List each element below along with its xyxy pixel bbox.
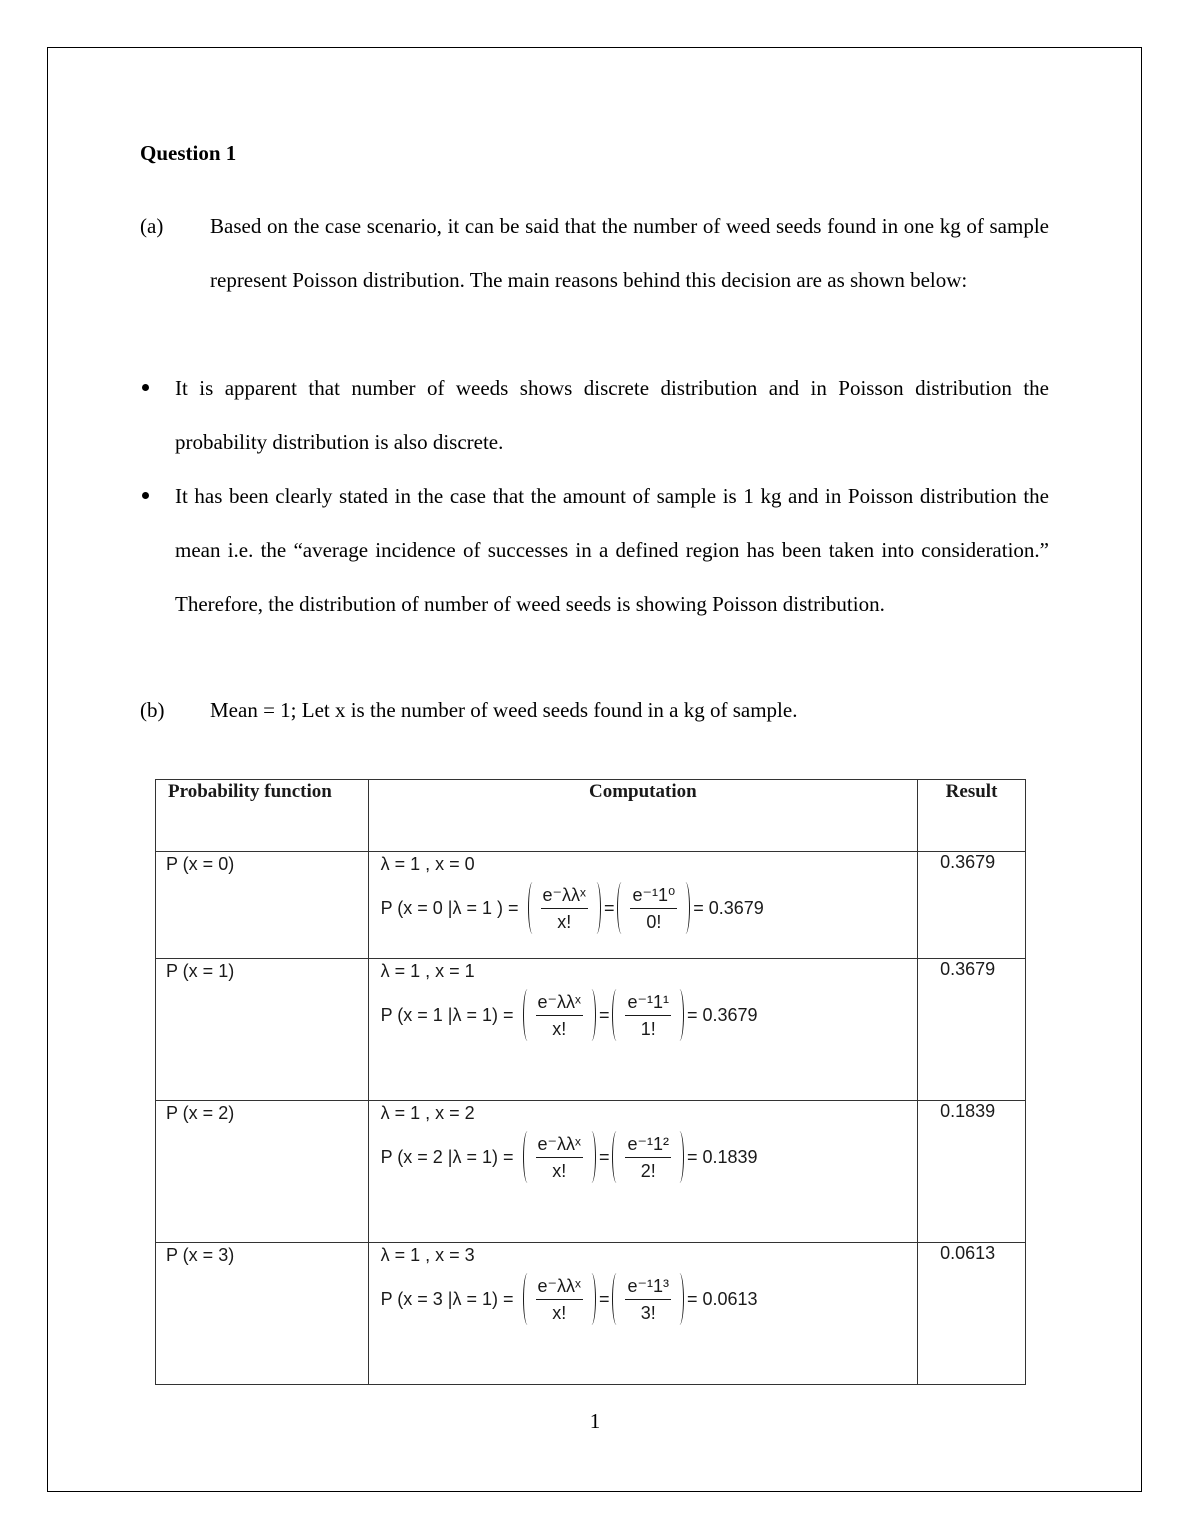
result-cell: 0.1839 [918,1101,1026,1243]
condition-text: λ = 1 , x = 3 [380,1245,475,1265]
substituted-numerator: e⁻¹1³ [627,1276,669,1296]
substituted-numerator: e⁻¹1¹ [627,992,669,1012]
condition-text: λ = 1 , x = 0 [380,854,475,874]
part-a-label: (a) [140,214,164,238]
table-row [156,852,1026,959]
substituted-denominator: 2! [640,1161,656,1181]
prob-value: P (x = 0) [166,854,235,874]
equation-line [381,1275,905,1323]
part-a-paragraph [140,199,1049,307]
prob-cell [156,959,369,1101]
equation-lhs: P (x = 3 |λ = 1) = [380,1288,514,1309]
substituted-fraction [617,884,690,932]
bullet-icon [142,384,149,391]
substituted-denominator: 0! [646,912,662,932]
general-numerator: e⁻λλˣ [542,885,586,905]
equation-line [381,1133,905,1181]
prob-cell [156,1243,369,1385]
bullet-text: It has been clearly stated in the case that the amount of sample is 1 kg and in Poisson distribution the mean i.e. the “average incidence of successes in a defined region has been taken into consideration.” Therefore, the distribution of number of weed seeds is showing Poisson distribution. [175,484,1049,616]
substituted-denominator: 3! [640,1303,656,1323]
bullet-text: It is apparent that number of weeds shows discrete distribution and in Poisson distribution the probability distribution is also discrete. [175,376,1049,454]
table-row [156,959,1026,1101]
result-cell: 0.3679 [918,959,1026,1101]
prob-value: P (x = 2) [166,1103,235,1123]
substituted-numerator: e⁻¹1⁰ [632,885,676,905]
substituted-denominator: 1! [640,1019,656,1039]
bullet-icon [142,492,149,499]
result-cell: 0.3679 [918,852,1026,959]
equation-result: = 0.3679 [693,897,764,918]
substituted-fraction [612,1133,684,1181]
general-denominator: x! [557,912,572,932]
equals-sign: = [598,1004,610,1025]
table-row [156,1101,1026,1243]
header-result: Result [918,780,1026,852]
equation-result: = 0.0613 [686,1288,758,1309]
general-numerator: e⁻λλˣ [537,1134,581,1154]
general-numerator: e⁻λλˣ [537,992,581,1012]
page-number: 1 [589,1409,601,1433]
prob-value: P (x = 3) [166,1245,235,1265]
condition-text: λ = 1 , x = 1 [380,961,475,981]
condition-text: λ = 1 , x = 2 [380,1103,475,1123]
equation-line [381,991,905,1039]
substituted-fraction [612,991,684,1039]
prob-cell [156,1101,369,1243]
result-cell: 0.0613 [918,1243,1026,1385]
equation-lhs: P (x = 0 |λ = 1 ) = [380,897,519,918]
substituted-numerator: e⁻¹1² [627,1134,669,1154]
probability-table [155,779,1026,1385]
table-header-row [156,780,1026,852]
general-denominator: x! [552,1019,567,1039]
equation-line [381,884,905,932]
table-row [156,1243,1026,1385]
equation-lhs: P (x = 2 |λ = 1) = [380,1146,514,1167]
equation-result: = 0.1839 [686,1146,758,1167]
substituted-fraction [612,1275,684,1323]
header-probability-function: Probability function [156,780,369,852]
computation-cell [368,959,917,1101]
header-computation: Computation [368,780,917,852]
prob-value: P (x = 1) [166,961,235,981]
equals-sign: = [603,897,615,918]
general-fraction [528,884,601,932]
part-b-text: Mean = 1; Let x is the number of weed seeds found in a kg of sample. [210,698,798,722]
general-denominator: x! [552,1161,567,1181]
part-b-paragraph [140,683,1049,737]
general-fraction [523,1275,596,1323]
part-b-label: (b) [140,698,165,722]
equation-result: = 0.3679 [686,1004,758,1025]
question-heading: Question 1 [140,141,237,165]
computation-cell [368,1101,917,1243]
bullet-item [140,361,1049,469]
computation-cell [368,852,917,959]
equals-sign: = [598,1146,610,1167]
computation-cell [368,1243,917,1385]
part-a-text: Based on the case scenario, it can be said that the number of weed seeds found in one kg of sample represent Poisson distribution. The main reasons behind this decision are as shown below: [210,214,1049,292]
prob-cell [156,852,369,959]
equals-sign: = [598,1288,610,1309]
general-denominator: x! [552,1303,567,1323]
general-numerator: e⁻λλˣ [537,1276,581,1296]
general-fraction [523,1133,596,1181]
equation-lhs: P (x = 1 |λ = 1) = [380,1004,514,1025]
bullet-item [140,469,1049,631]
general-fraction [523,991,596,1039]
